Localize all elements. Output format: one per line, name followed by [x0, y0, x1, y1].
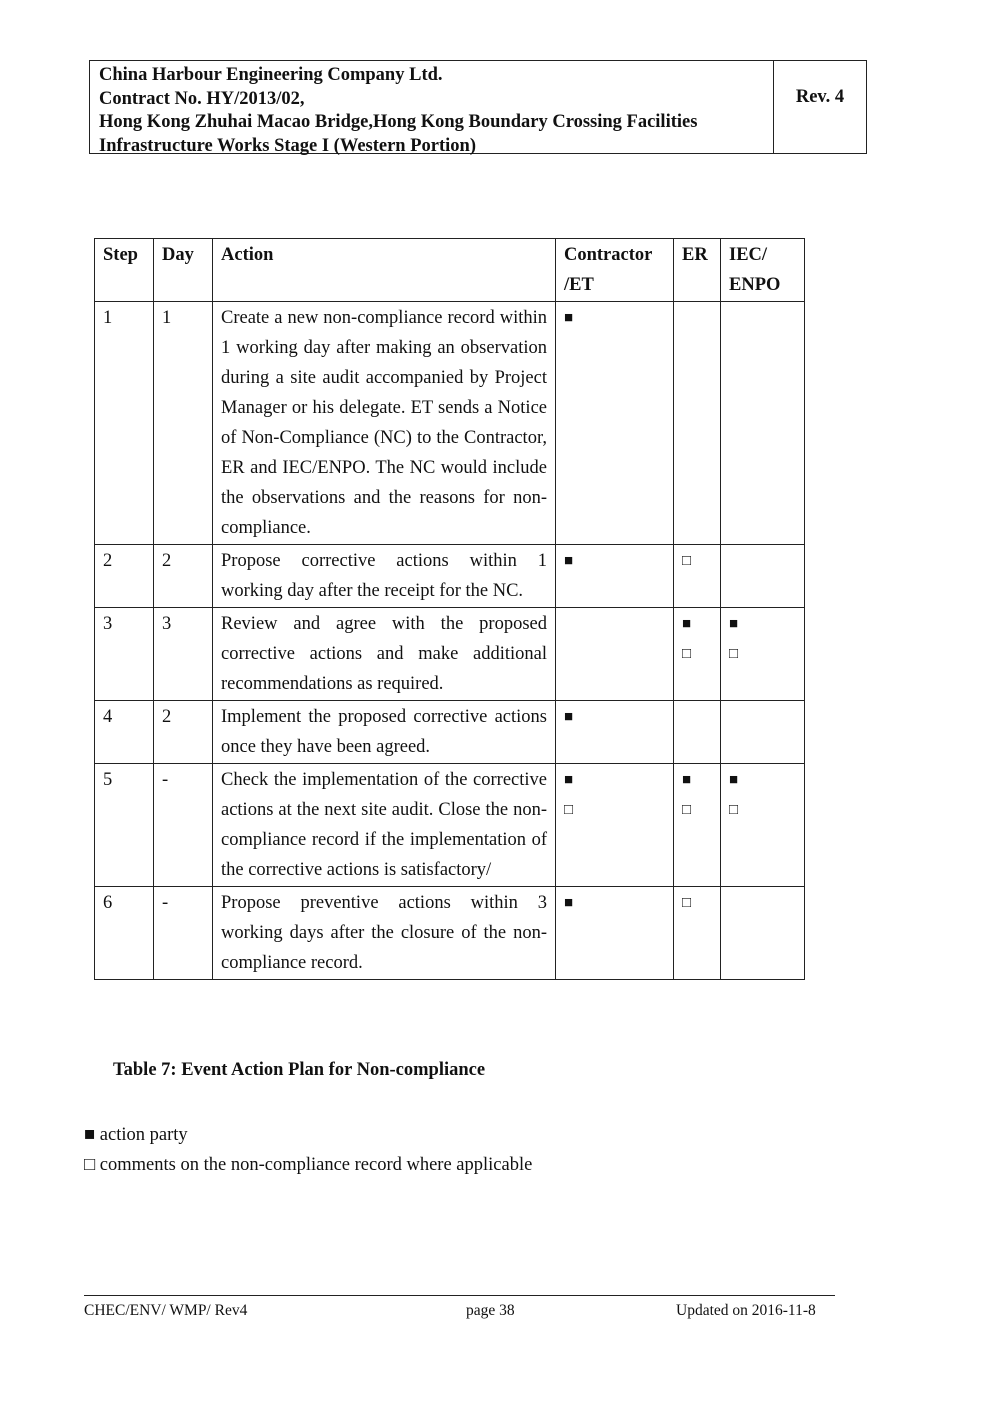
column-header-iec — [721, 239, 805, 302]
footer-divider — [84, 1295, 835, 1296]
column-header-step: Step — [95, 239, 154, 302]
column-header-contractor — [556, 239, 674, 302]
action-party-mark: ■ — [564, 310, 574, 326]
project-name: Hong Kong Zhuhai Macao Bridge,Hong Kong Boundary Crossing Facilities — [99, 112, 698, 132]
column-header-iec-line1: IEC/ — [729, 245, 768, 265]
cell-iec-marks — [721, 608, 805, 701]
cell-step: 1 — [95, 302, 154, 545]
cell-action: Review and agree with the proposed corrective actions and make additional recommendations as required. — [213, 608, 556, 701]
cell-day: - — [154, 764, 213, 887]
legend-action-party: ■ action party — [84, 1125, 188, 1145]
cell-day: 1 — [154, 302, 213, 545]
footer-page-number: page 38 — [466, 1302, 515, 1319]
cell-iec-marks — [721, 764, 805, 887]
cell-iec-marks — [721, 545, 805, 608]
cell-contractor-marks — [556, 887, 674, 980]
cell-action: Propose corrective actions within 1 working day after the receipt for the NC. — [213, 545, 556, 608]
comment-mark: □ — [682, 646, 692, 662]
legend — [84, 1120, 532, 1180]
footer-doc-ref: CHEC/ENV/ WMP/ Rev4 — [84, 1302, 248, 1319]
column-header-day: Day — [154, 239, 213, 302]
column-header-iec-line2: ENPO — [729, 275, 781, 295]
action-party-mark: ■ — [682, 772, 692, 788]
cell-er-marks — [674, 887, 721, 980]
action-party-mark: ■ — [564, 895, 574, 911]
table-caption: Table 7: Event Action Plan for Non-compliance — [113, 1060, 486, 1080]
company-name: China Harbour Engineering Company Ltd. — [99, 65, 443, 85]
column-header-action: Action — [213, 239, 556, 302]
comment-mark: □ — [729, 802, 739, 818]
table-row — [95, 608, 805, 701]
project-stage: Infrastructure Works Stage I (Western Portion) — [99, 135, 476, 156]
action-party-mark: ■ — [682, 616, 692, 632]
action-party-mark: ■ — [564, 772, 574, 788]
table-row — [95, 764, 805, 887]
cell-contractor-marks — [556, 701, 674, 764]
cell-action: Check the implementation of the corrective actions at the next site audit. Close the non-compliance record if the implementation of the corrective actions is satisfactory/ — [213, 764, 556, 887]
event-action-plan-table — [94, 238, 805, 980]
contract-number: Contract No. HY/2013/02, — [99, 88, 305, 109]
cell-contractor-marks — [556, 608, 674, 701]
comment-mark: □ — [729, 646, 739, 662]
table-row — [95, 302, 805, 545]
cell-step: 5 — [95, 764, 154, 887]
footer-updated-date: Updated on 2016-11-8 — [676, 1302, 816, 1319]
cell-day: 3 — [154, 608, 213, 701]
cell-iec-marks — [721, 701, 805, 764]
cell-day: 2 — [154, 545, 213, 608]
cell-iec-marks — [721, 887, 805, 980]
table-body — [95, 302, 805, 980]
table-row — [95, 701, 805, 764]
cell-er-marks — [674, 608, 721, 701]
cell-er-marks — [674, 302, 721, 545]
action-party-mark: ■ — [564, 709, 574, 725]
column-header-contractor-line2: /ET — [564, 275, 594, 295]
column-header-er: ER — [674, 239, 721, 302]
cell-step: 6 — [95, 887, 154, 980]
table-header-row — [95, 239, 805, 302]
table-row — [95, 545, 805, 608]
cell-action: Create a new non-compliance record within 1 working day after making an observation during a site audit accompanied by Project Manager or his delegate. ET sends a Notice of Non-Compliance (NC) to the Contractor, ER and IEC/ENPO. The NC would include the observations and the reasons for non-compliance. — [213, 302, 556, 545]
comment-mark: □ — [682, 802, 692, 818]
cell-step: 2 — [95, 545, 154, 608]
column-header-contractor-line1: Contractor — [564, 245, 653, 265]
cell-contractor-marks — [556, 545, 674, 608]
cell-step: 4 — [95, 701, 154, 764]
cell-day: - — [154, 887, 213, 980]
cell-step: 3 — [95, 608, 154, 701]
comment-mark: □ — [682, 895, 692, 911]
header-title-block — [90, 61, 774, 156]
action-party-mark: ■ — [729, 772, 739, 788]
revision-label: Rev. 4 — [795, 87, 845, 107]
comment-mark: □ — [682, 553, 692, 569]
action-party-mark: ■ — [564, 553, 574, 569]
cell-action: Propose preventive actions within 3 working days after the closure of the non-compliance record. — [213, 887, 556, 980]
cell-contractor-marks — [556, 764, 674, 887]
document-header — [89, 60, 867, 154]
comment-mark: □ — [564, 802, 574, 818]
cell-action: Implement the proposed corrective actions once they have been agreed. — [213, 701, 556, 764]
legend-comments: □ comments on the non-compliance record where applicable — [84, 1155, 533, 1175]
action-party-mark: ■ — [729, 616, 739, 632]
cell-er-marks — [674, 545, 721, 608]
cell-iec-marks — [721, 302, 805, 545]
table-row — [95, 887, 805, 980]
cell-contractor-marks — [556, 302, 674, 545]
cell-day: 2 — [154, 701, 213, 764]
cell-er-marks — [674, 764, 721, 887]
cell-er-marks — [674, 701, 721, 764]
